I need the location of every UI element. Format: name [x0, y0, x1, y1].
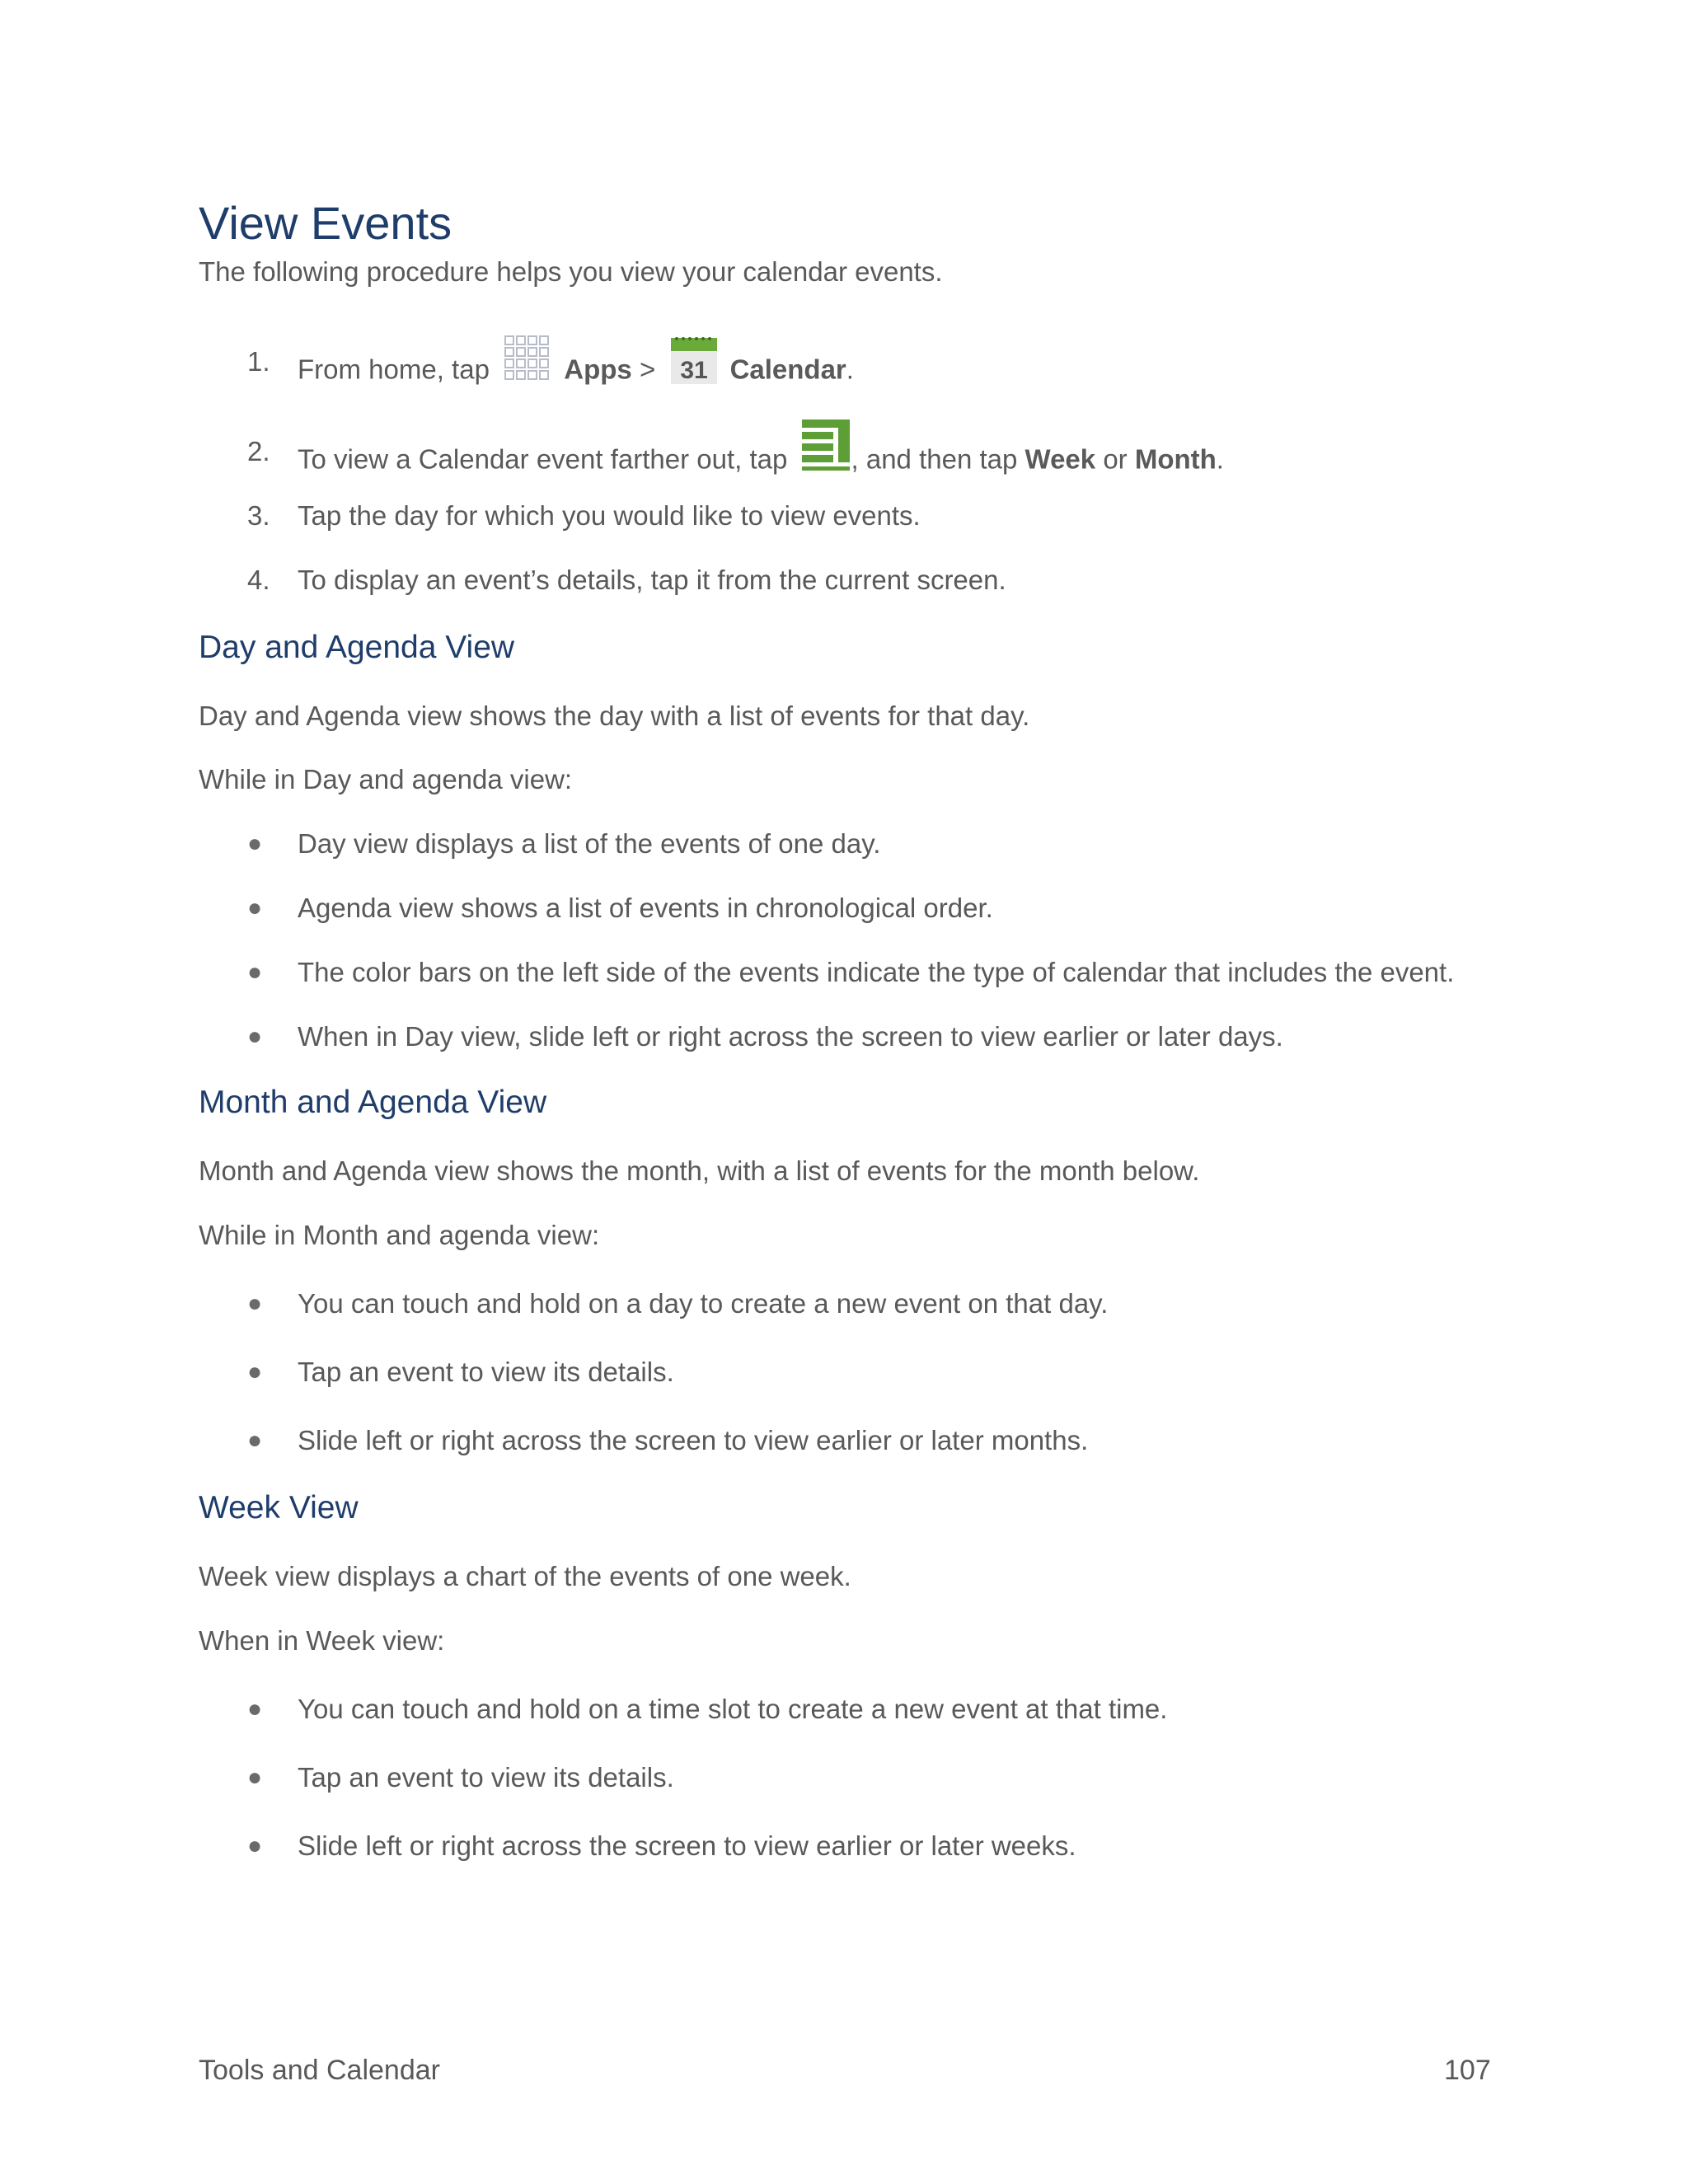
footer-section-name: Tools and Calendar: [199, 2055, 440, 2086]
bullet-icon: ●: [247, 1695, 263, 1722]
calendar-31-icon: [669, 335, 719, 386]
step-1-text: From home, tap Apps > 31 Calendar.: [298, 344, 854, 399]
step-2-text: To view a Calendar event farther out, tap , and then tap Week or Month.: [298, 434, 1224, 489]
bullet-icon: ●: [247, 1427, 263, 1454]
apps-label: Apps: [564, 354, 632, 385]
calendar-icon-day: 31: [680, 357, 709, 384]
section-lead: While in Month and agenda view:: [199, 1220, 600, 1250]
list-item: The color bars on the left side of the events indicate the type of calendar that includes the event.: [298, 957, 1455, 987]
step-3-text: Tap the day for which you would like to view events.: [298, 500, 921, 531]
bullet-icon: ●: [247, 958, 263, 986]
footer-page-number: 107: [1444, 2055, 1491, 2086]
list-item: You can touch and hold on a time slot to create a new event at that time.: [298, 1694, 1168, 1724]
list-item: Tap an event to view its details.: [298, 1762, 674, 1793]
section-desc: Week view displays a chart of the events of one week.: [199, 1561, 851, 1591]
step-number: 1.: [247, 346, 270, 377]
section-lead: While in Day and agenda view:: [199, 764, 573, 794]
step-2-pre: To view a Calendar event farther out, tap: [298, 443, 788, 475]
bullet-icon: ●: [247, 1358, 263, 1385]
page-title: View Events: [199, 197, 452, 249]
list-item: Slide left or right across the screen to view earlier or later weeks.: [298, 1830, 1076, 1861]
step-number: 3.: [247, 500, 270, 531]
bullet-icon: ●: [247, 1290, 263, 1317]
section-desc: Month and Agenda view shows the month, with a list of events for the month below.: [199, 1155, 1200, 1186]
section-desc: Day and Agenda view shows the day with a list of events for that day.: [199, 701, 1030, 731]
step-number: 4.: [247, 565, 270, 595]
list-item: You can touch and hold on a day to create a new event on that day.: [298, 1288, 1109, 1319]
section-heading-week: Week View: [199, 1490, 359, 1526]
step-4-text: To display an event’s details, tap it from the current screen.: [298, 565, 1006, 595]
intro-text: The following procedure helps you view your calendar events.: [199, 256, 943, 287]
section-heading-day-agenda: Day and Agenda View: [199, 630, 515, 665]
month-label: Month: [1134, 443, 1217, 475]
list-item: When in Day view, slide left or right across the screen to view earlier or later days.: [298, 1021, 1283, 1052]
list-item: Slide left or right across the screen to view earlier or later months.: [298, 1425, 1089, 1455]
list-item: Day view displays a list of the events of one day.: [298, 828, 881, 859]
list-item: Tap an event to view its details.: [298, 1357, 674, 1387]
section-heading-month-agenda: Month and Agenda View: [199, 1085, 547, 1120]
bullet-icon: ●: [247, 1832, 263, 1859]
view-menu-icon: [800, 418, 851, 472]
week-label: Week: [1025, 443, 1096, 475]
section-lead: When in Week view:: [199, 1625, 445, 1656]
apps-grid-icon: [502, 333, 553, 387]
step-number: 2.: [247, 436, 270, 466]
list-item: Agenda view shows a list of events in chronological order.: [298, 893, 993, 923]
calendar-label: Calendar: [729, 354, 846, 385]
step-1-pre: From home, tap: [298, 354, 490, 385]
bullet-icon: ●: [247, 1023, 263, 1050]
bullet-icon: ●: [247, 894, 263, 921]
bullet-icon: ●: [247, 1764, 263, 1791]
step-1-separator: >: [639, 354, 656, 385]
bullet-icon: ●: [247, 830, 263, 857]
